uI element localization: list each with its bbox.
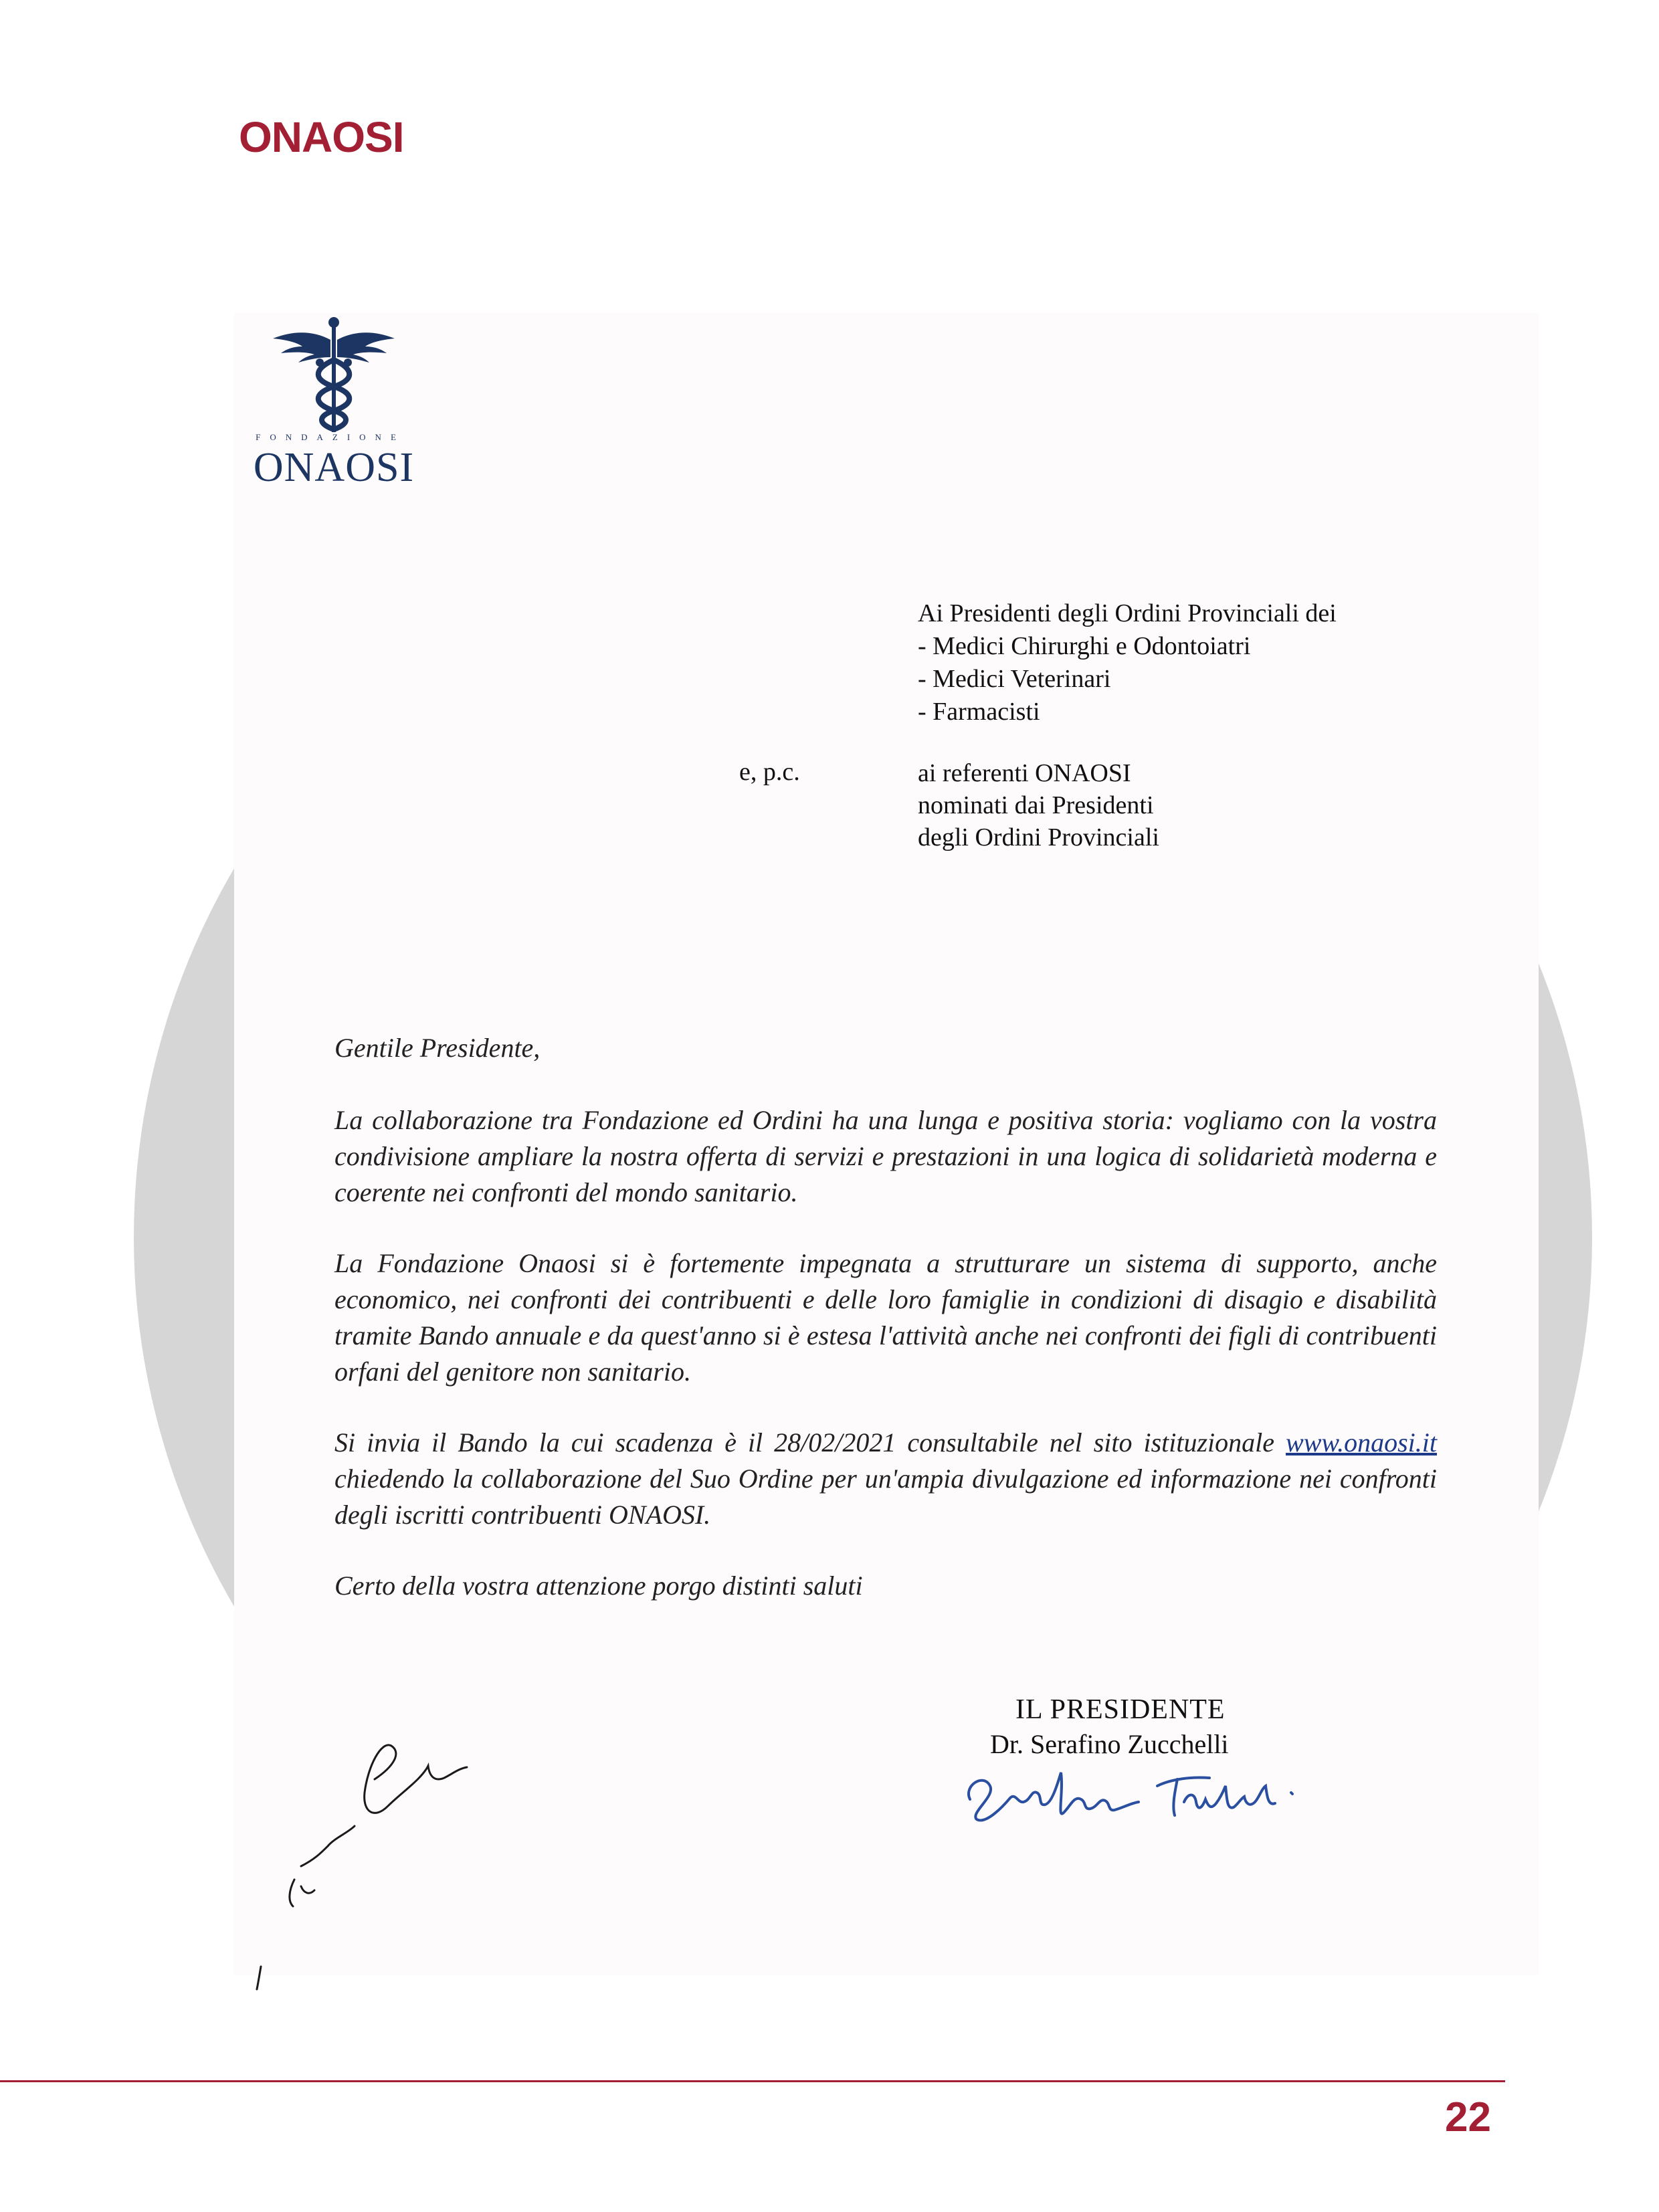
logo-name-text: ONAOSI [253, 445, 415, 490]
cc-line: degli Ordini Provinciali [918, 823, 1159, 851]
recipient-line: - Farmacisti [918, 698, 1040, 726]
logo-fondazione-text: FONDAZIONE [256, 432, 405, 442]
website-link[interactable]: www.onaosi.it [1286, 1427, 1437, 1457]
paragraph-2: La Fondazione Onaosi si è fortemente impegnata a strutturare un sistema di supporto, anche economico, nei confronti dei contribuenti e delle loro famiglie in condizioni di disagio e disabilità tramite Bando annuale e da quest'anno si è estesa l'attività anche nei confronti dei figli di contribuenti orfani del genitore non sanitario. [334, 1248, 1437, 1387]
cc-label: e, p.c. [739, 758, 800, 786]
closing-line: Certo della vostra attenzione porgo distinti saluti [334, 1571, 863, 1601]
president-signature-icon [957, 1746, 1331, 1833]
page-number: 22 [1445, 2094, 1491, 2140]
paragraph-1: La collaborazione tra Fondazione ed Ordini ha una lunga e positiva storia: vogliamo con la vostra condivisione ampliare la nostra offerta di servizi e prestazioni in una logica di solidarietà moderna e coerente nei confronti del mondo sanitario. [334, 1105, 1437, 1207]
cc-block [918, 757, 1159, 853]
cc-line: nominati dai Presidenti [918, 791, 1154, 819]
footer-rule [0, 2080, 1505, 2082]
caduceus-icon [233, 313, 435, 447]
letterhead-logo [233, 313, 435, 490]
recipient-line: - Medici Chirurghi e Odontoiatri [918, 632, 1251, 660]
header-brand: ONAOSI [239, 113, 404, 161]
recipient-line: Ai Presidenti degli Ordini Provinciali dei [918, 599, 1337, 627]
paragraph-3-start: Si invia il Bando la cui scadenza è il 28/02/2021 consultabile nel sito istituzionale [334, 1427, 1286, 1457]
paragraph-3 [334, 1425, 1437, 1533]
president-title: IL PRESIDENTE [1015, 1694, 1226, 1725]
recipient-line: - Medici Veterinari [918, 665, 1111, 693]
recipients-block [918, 597, 1337, 728]
president-name: Dr. Serafino Zucchelli [990, 1729, 1229, 1759]
handwritten-signature-icon [254, 1726, 508, 1993]
greeting: Gentile Presidente, [334, 1033, 541, 1063]
letter-body [334, 1030, 1437, 1639]
paragraph-3-end: chiedendo la collaborazione del Suo Ordine per un'ampia divulgazione ed informazione nei confronti degli iscritti contribuenti ONAOSI. [334, 1464, 1437, 1530]
cc-line: ai referenti ONAOSI [918, 759, 1131, 787]
